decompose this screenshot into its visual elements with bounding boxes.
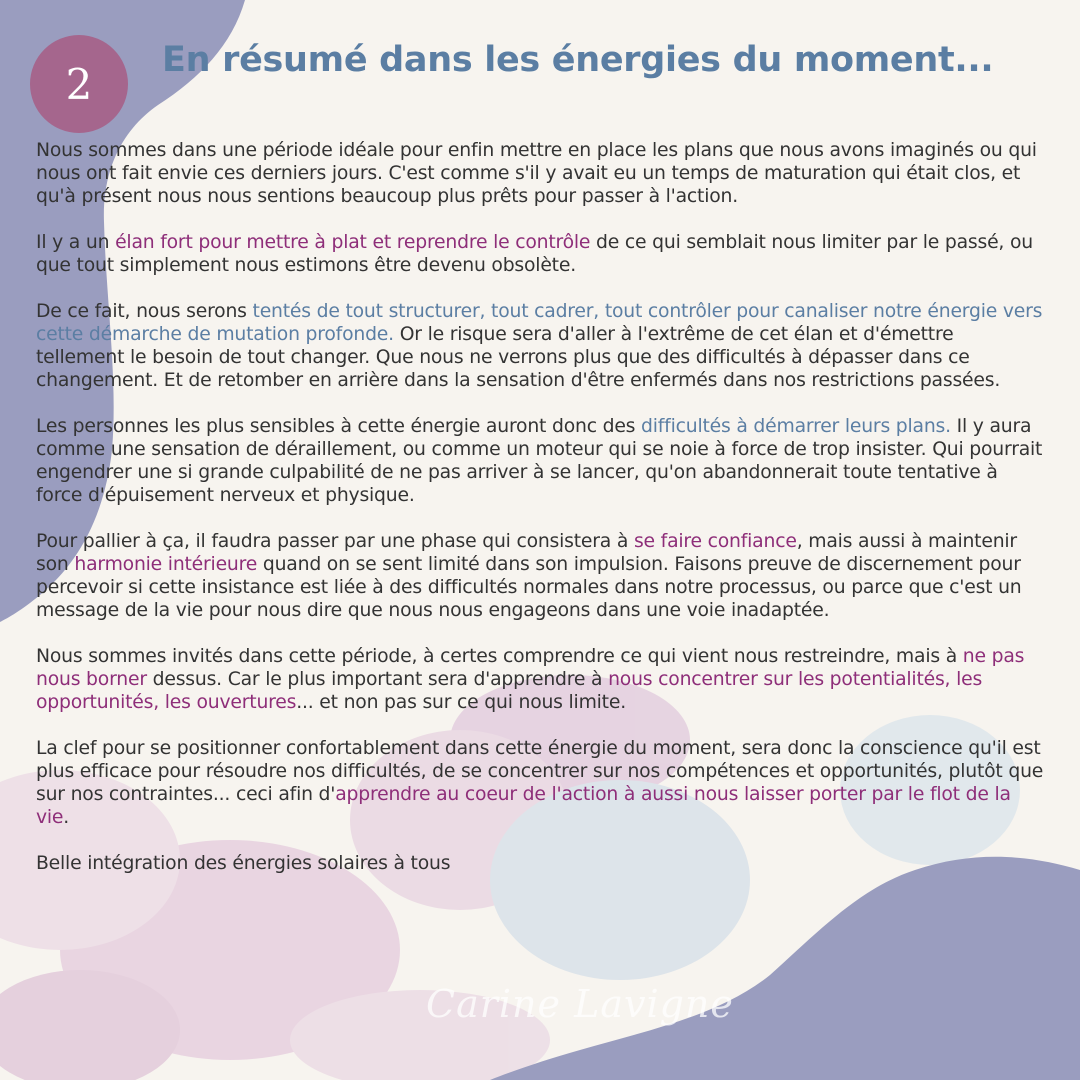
text-run: Pour pallier à ça, il faudra passer par une phase qui consistera à (36, 531, 634, 552)
highlight-pink: harmonie intérieure (74, 554, 258, 575)
text-run: dessus. Car le plus important sera d'apprendre à (146, 669, 609, 690)
paragraph-1 (36, 139, 1046, 208)
paragraph-8 (36, 852, 1046, 875)
text-run: , mais aussi à maintenir son (36, 531, 1017, 575)
text-run: Nous sommes dans une période idéale pour enfin mettre en place les plans que nous avons imaginés ou qui nous ont fait envie ces derniers jours. C'est comme s'il y avait eu un temps de maturation qui était clos, et qu'à présent nous nous sentions beaucoup plus prêts pour passer à l'action. (36, 140, 1037, 207)
text-run: Belle intégration des énergies solaires à tous (36, 853, 451, 874)
text-run: Il y a un (36, 232, 116, 253)
text-run: Or le risque sera d'aller à l'extrême de cet élan et d'émettre tellement le besoin de tout changer. Que nous ne verrons plus que des difficultés à dépasser dans ce changement. Et de retomber en arrière dans la sensation d'être enfermés dans nos restrictions passées. (36, 324, 1001, 391)
paragraph-4 (36, 415, 1046, 507)
text-run: . (63, 807, 70, 828)
text-run: Nous sommes invités dans cette période, à certes comprendre ce qui vient nous restreindre, mais à (36, 646, 963, 667)
highlight-pink: élan fort pour mettre à plat et reprendre le contrôle (115, 232, 591, 253)
text-run: quand on se sent limité dans son impulsion. Faisons preuve de discernement pour percevoir si cette insistance est liée à des difficultés normales dans notre processus, ou parce que c'est un message de la vie pour nous dire que nous nous engageons dans une voie inadaptée. (36, 554, 1022, 621)
text-run: De ce fait, nous serons (36, 301, 253, 322)
highlight-blue: difficultés à démarrer leurs plans. (641, 416, 951, 437)
body-text (36, 139, 1046, 898)
signature-watermark: Carine Lavigne (426, 982, 734, 1026)
text-run: Les personnes les plus sensibles à cette énergie auront donc des (36, 416, 642, 437)
paragraph-6 (36, 645, 1046, 714)
paragraph-7 (36, 737, 1046, 829)
text-run: La clef pour se positionner confortablement dans cette énergie du moment, sera donc la conscience qu'il est plus efficace pour résoudre nos difficultés, de se concentrer sur nos compétences et opportunités, plutôt que sur nos contraintes... ceci afin d' (36, 738, 1044, 805)
highlight-blue: tentés de tout structurer, tout cadrer, tout contrôler pour canaliser notre énergie vers cette démarche de mutation profonde. (36, 301, 1043, 345)
paragraph-3 (36, 300, 1046, 392)
highlight-pink: apprendre au coeur de l'action à aussi nous laisser porter par le flot de la vie (36, 784, 1011, 828)
highlight-pink: se faire confiance (633, 531, 797, 552)
highlight-pink: nous concentrer sur les potentialités, les opportunités, les ouvertures (36, 669, 983, 713)
highlight-pink: ne pas nous borner (36, 646, 1025, 690)
text-run: de ce qui semblait nous limiter par le passé, ou que tout simplement nous estimons être devenu obsolète. (36, 232, 1033, 276)
text-run: ... et non pas sur ce qui nous limite. (296, 692, 626, 713)
paragraph-2 (36, 231, 1046, 277)
text-run: Il y aura comme une sensation de déraillement, ou comme un moteur qui se noie à force de trop insister. Qui pourrait engendrer une si grande culpabilité de ne pas arriver à se lancer, qu'on abandonnerait toute tentative à force d'épuisement nerveux et physique. (36, 416, 1043, 506)
paragraph-5 (36, 530, 1046, 622)
page-title: En résumé dans les énergies du moment... (162, 40, 994, 80)
step-number-badge: 2 (30, 35, 128, 133)
